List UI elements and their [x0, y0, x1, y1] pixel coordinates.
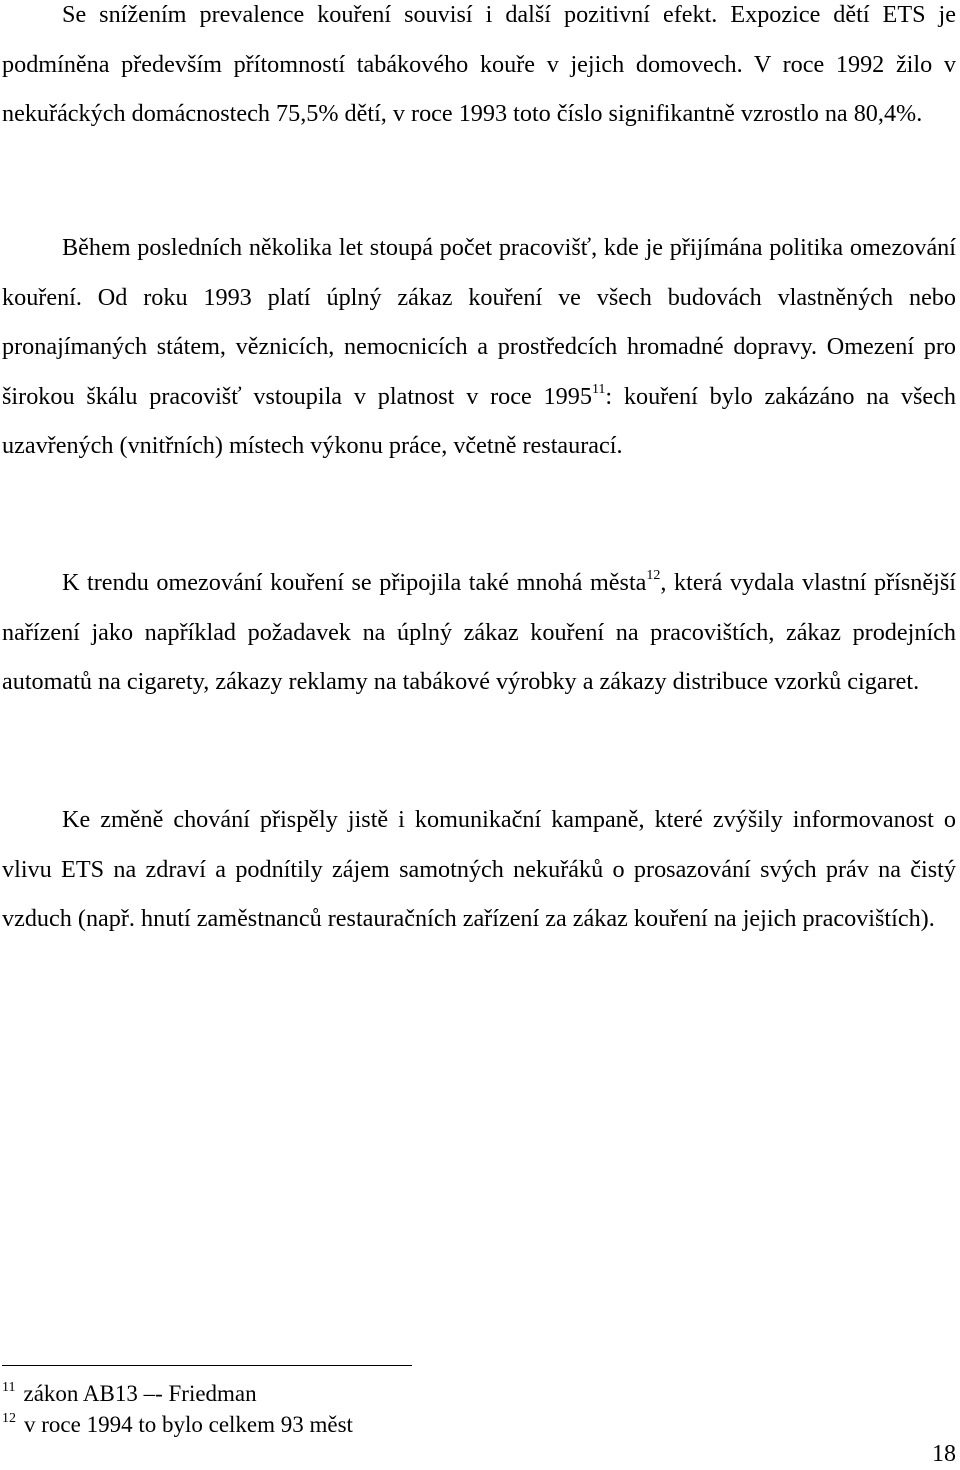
- paragraph-workplace-policy: [2, 223, 956, 471]
- footnote-separator: [2, 1365, 412, 1366]
- paragraph-campaigns: Ke změně chování přispěly jistě i komunikační kampaně, které zvýšily informovanost o vlivu ETS na zdraví a podnítily zájem samotných nekuřáků o prosazování svých práv na čistý vzduch (např. hnutí zaměstnanců restauračních zařízení za zákaz kouření na jejich pracovištích).: [2, 806, 956, 932]
- page-number: 18: [932, 1441, 956, 1467]
- paragraph-text: , která vydala vlastní přísnější nařízení jako například požadavek na úplný zákaz kouření na pracovištích, zákaz prodejních automatů na cigarety, zákazy reklamy na tabákové výrobky a zákazy distribuce vzorků cigaret.: [2, 569, 956, 695]
- footnote-reference[interactable]: 11: [591, 381, 606, 397]
- paragraph-text: K trendu omezování kouření se připojila také mnohá města: [62, 569, 647, 596]
- footnote: [2, 1380, 257, 1408]
- footnote: [2, 1411, 353, 1439]
- paragraph-text: Během posledních několika let stoupá počet pracovišť, kde je přijímána politika omezování kouření. Od roku 1993 platí úplný zákaz kouření ve všech budovách vlastněných nebo pronajímaných státem, věznicích, nemocnicích a prostředcích hromadné dopravy. Omezení pro širokou škálu pracovišť vstoupila v platnost v roce 1995: [2, 234, 956, 410]
- footnote-text: zákon AB13 –- Friedman: [23, 1381, 257, 1406]
- footnote-reference[interactable]: 12: [646, 568, 661, 583]
- paragraph-text: : kouření bylo zakázáno na všech uzavřených (vnitřních) místech výkonu práce, včetně restaurací.: [2, 382, 956, 459]
- footnote-number: 11: [2, 1380, 16, 1395]
- paragraph-city-regulations: [2, 558, 956, 707]
- paragraph-ets-exposure: Se snížením prevalence kouření souvisí i další pozitivní efekt. Expozice dětí ETS je podmíněna především přítomností tabákového kouře v jejich domovech. V roce 1992 žilo v nekuřáckých domácnostech 75,5% dětí, v roce 1993 toto číslo signifikantně vzrostlo na 80,4%.: [2, 1, 956, 127]
- footnote-number: 12: [2, 1411, 16, 1426]
- footnote-text: v roce 1994 to bylo celkem 93 měst: [24, 1412, 353, 1437]
